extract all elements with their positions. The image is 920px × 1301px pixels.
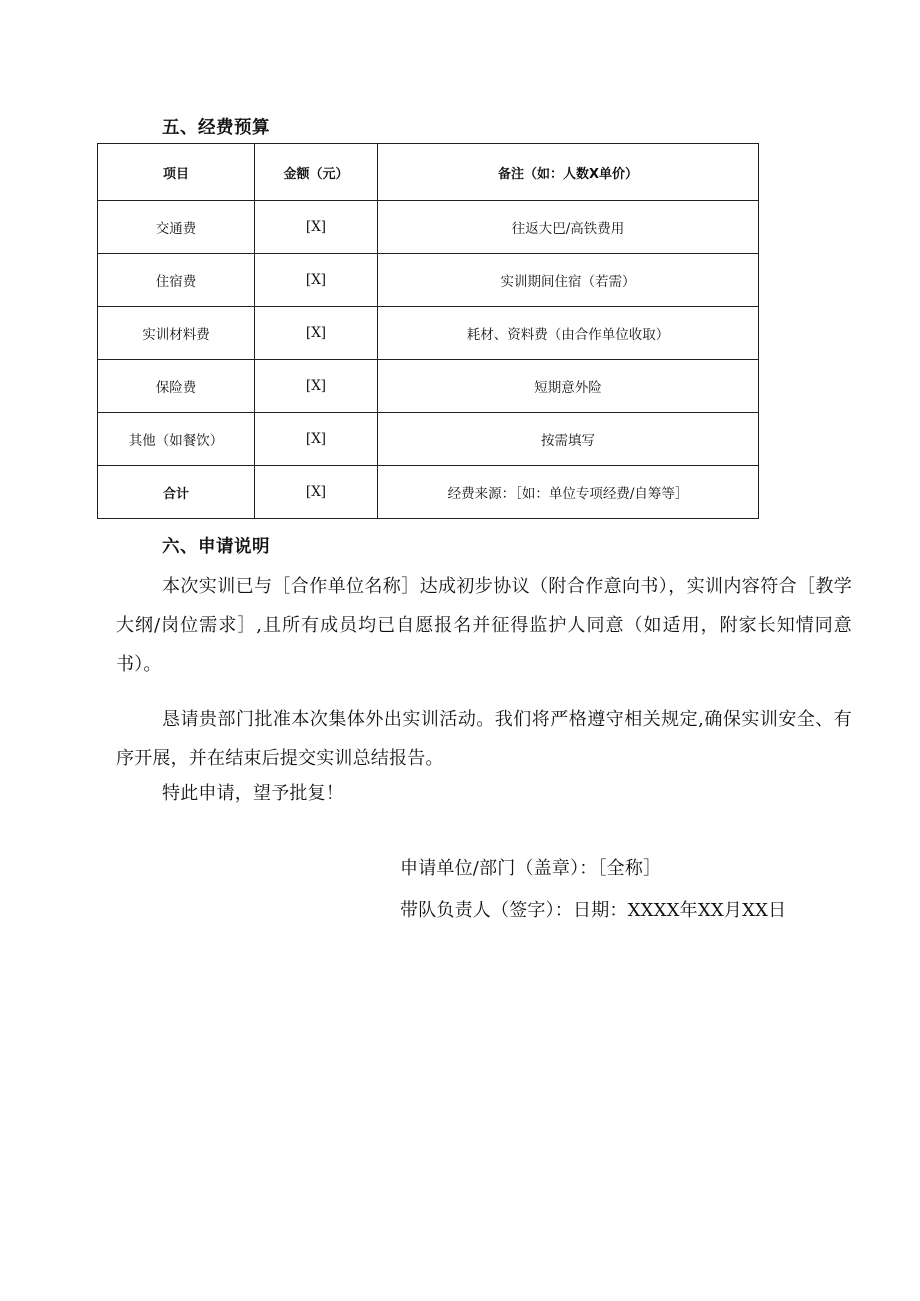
cell-funding-source: 经费来源：［如：单位专项经费/自筹等］	[378, 466, 759, 519]
explanation-paragraph: 本次实训已与［合作单位名称］达成初步协议（附合作意向书），实训内容符合［教学大纲/岗位需求］,且所有成员均已自愿报名并征得监护人同意（如适用，附家长知情同意书）。	[116, 576, 852, 675]
closing-paragraph: 特此申请，望予批复！	[162, 783, 344, 804]
table-row	[98, 360, 759, 413]
cell-note: 按需填写	[378, 413, 759, 466]
table-header-row	[98, 144, 759, 201]
cell-item: 保险费	[98, 360, 255, 413]
cell-amount: [X]	[255, 201, 378, 254]
cell-item: 实训材料费	[98, 307, 255, 360]
budget-table	[97, 143, 759, 519]
cell-item: 住宿费	[98, 254, 255, 307]
cell-total-amount: [X]	[255, 466, 378, 519]
cell-note: 短期意外险	[378, 360, 759, 413]
section-heading-explanation: 六、申请说明	[162, 537, 270, 557]
cell-note: 耗材、资料费（由合作单位收取）	[378, 307, 759, 360]
cell-note: 实训期间住宿（若需）	[378, 254, 759, 307]
cell-amount: [X]	[255, 307, 378, 360]
column-header-note: 备注（如：人数X单价）	[378, 144, 759, 201]
column-header-amount: 金额（元）	[255, 144, 378, 201]
table-row	[98, 413, 759, 466]
cell-item: 其他（如餐饮）	[98, 413, 255, 466]
cell-note: 往返大巴/高铁费用	[378, 201, 759, 254]
cell-amount: [X]	[255, 254, 378, 307]
section-heading-budget: 五、经费预算	[162, 118, 270, 138]
table-row	[98, 307, 759, 360]
request-paragraph: 恳请贵部门批准本次集体外出实训活动。我们将严格遵守相关规定,确保实训安全、有序开展，并在结束后提交实训总结报告。	[116, 709, 852, 769]
cell-total-label: 合计	[98, 466, 255, 519]
table-row	[98, 254, 759, 307]
table-row	[98, 201, 759, 254]
cell-amount: [X]	[255, 413, 378, 466]
table-total-row	[98, 466, 759, 519]
applicant-unit-line: 申请单位/部门（盖章）：［全称］	[400, 858, 662, 879]
cell-item: 交通费	[98, 201, 255, 254]
team-leader-signature-line: 带队负责人（签字）：日期：XXXX年XX月XX日	[400, 900, 787, 921]
cell-amount: [X]	[255, 360, 378, 413]
column-header-item: 项目	[98, 144, 255, 201]
